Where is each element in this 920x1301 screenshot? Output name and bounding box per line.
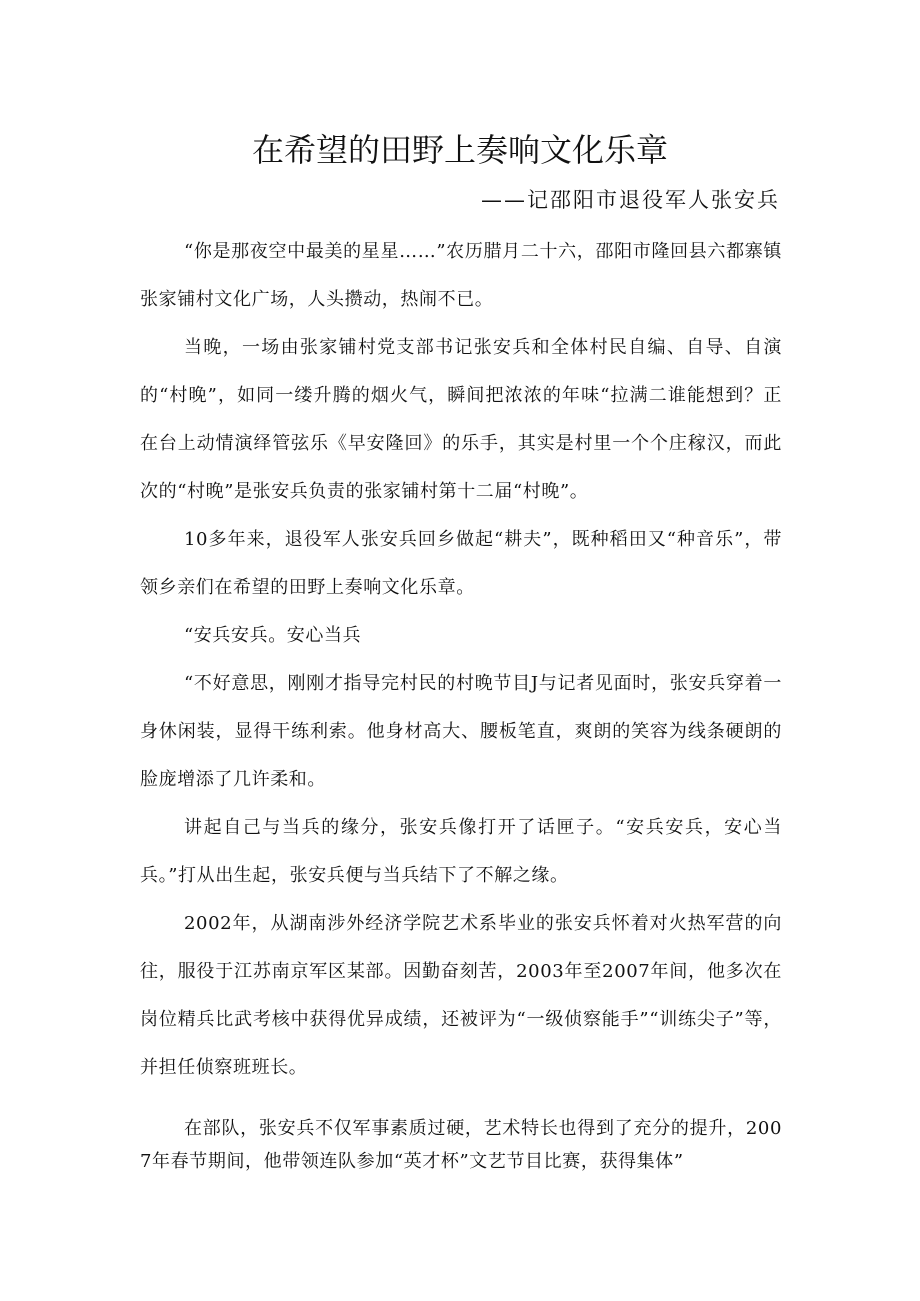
article-title: 在希望的田野上奏响文化乐章 — [251, 131, 668, 169]
paragraph: “你是那夜空中最美的星星……”农历腊月二十六，邵阳市隆回县六都寨镇张家铺村文化广场，人头攒动，热闹不已。 — [140, 241, 782, 310]
paragraph: 当晚，一场由张家铺村党支部书记张安兵和全体村民自编、自导、自演的“村晚”，如同一缕升腾的烟火气，瞬间把浓浓的年味“拉满二谁能想到？正在台上动情演绎管弦乐《早安隆回》的乐手，其实是村里一个个庄稼汉，而此次的“村晚”是张安兵负责的张家铺村第十二届“村晚”。 — [140, 337, 782, 502]
paragraph: 10多年来，退役军人张安兵回乡做起“耕夫”，既种稻田又“种音乐”，带领乡亲们在希望的田野上奏响文化乐章。 — [140, 529, 782, 598]
paragraph: 在部队，张安兵不仅军事素质过硬，艺术特长也得到了充分的提升，2007年春节期间，他带领连队参加“英才杯”文艺节目比赛，获得集体” — [140, 1118, 782, 1172]
section-heading: “安兵安兵。安心当兵 — [184, 625, 362, 646]
article-subtitle: ——记邵阳市退役军人张安兵 — [481, 188, 780, 212]
paragraph: 讲起自己与当兵的缘分，张安兵像打开了话匣子。“安兵安兵，安心当兵。”打从出生起，张安兵便与当兵结下了不解之缘。 — [140, 817, 782, 886]
paragraph: 2002年，从湖南涉外经济学院艺术系毕业的张安兵怀着对火热军营的向往，服役于江苏南京军区某部。因勤奋刻苦，2003年至2007年间，他多次在岗位精兵比武考核中获得优异成绩，还被评为“一级侦察能手”“训练尖子”等，并担任侦察班班长。 — [140, 913, 782, 1078]
paragraph: “不好意思，刚刚才指导完村民的村晚节目J与记者见面时，张安兵穿着一身休闲装，显得干练利索。他身材高大、腰板笔直，爽朗的笑容为线条硬朗的脸庞增添了几许柔和。 — [140, 673, 782, 790]
